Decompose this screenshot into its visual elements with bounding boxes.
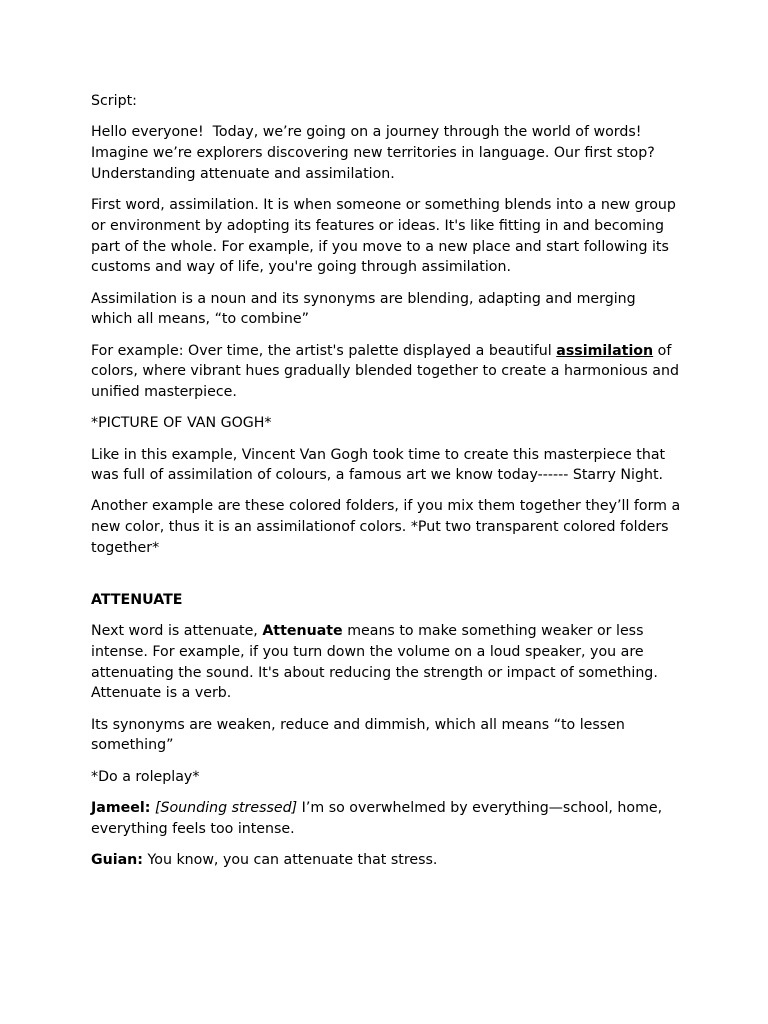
example-lead: For example: Over time, the artist's palette displayed a beautiful: [91, 342, 557, 359]
attenuate-heading: ATTENUATE: [91, 591, 183, 608]
roleplay-note: *Do a roleplay*: [91, 768, 200, 785]
attenuate-synonyms-paragraph: Its synonyms are weaken, reduce and dimmish, which all means “to lessen something”: [91, 716, 630, 754]
attenuate-lead: Next word is attenuate,: [91, 623, 263, 640]
script-label: Script:: [91, 93, 137, 109]
picture-note: *PICTURE OF VAN GOGH*: [91, 415, 272, 432]
intro-paragraph: Hello everyone! Today, we’re going on a journey through the world of words! Imagine we’re explorers discovering new territories in language. Our first stop? Understanding attenuate and assimilation.: [91, 124, 660, 182]
folders-paragraph: Another example are these colored folders, if you mix them together they’ll form a new color, thus it is an assimilationof colors. *Put two transparent colored folders together*: [91, 498, 685, 557]
assimilation-synonyms-paragraph: Assimilation is a noun and its synonyms are blending, adapting and merging which all means, “to combine”: [91, 290, 641, 328]
attenuate-rest: means to make something weaker or less intense. For example, if you turn down the volume on a loud speaker, you are attenuating the sound. It's about reducing the strength or impact of something. Attenuate is a verb.: [91, 623, 663, 702]
assimilation-definition-paragraph: First word, assimilation. It is when someone or something blends into a new group or environment by adopting its features or ideas. It's like fitting in and becoming part of the whole. For example, if you move to a new place and start following its customs and way of life, you're going through assimilation.: [91, 196, 681, 276]
attenuate-definition-paragraph: [91, 621, 681, 704]
guian-speaker: Guian:: [91, 851, 143, 868]
jameel-stage-direction: [Sounding stressed]: [154, 799, 298, 816]
jameel-dialogue: [91, 798, 681, 840]
guian-dialogue: [91, 850, 681, 871]
jameel-line: I’m so overwhelmed by everything—school, home, everything feels too intense.: [91, 799, 667, 837]
document-body: [91, 91, 685, 881]
jameel-speaker: Jameel:: [91, 799, 151, 816]
van-gogh-paragraph: Like in this example, Vincent Van Gogh took time to create this masterpiece that was full of assimilation of colours, a famous art we know today------ Starry Night.: [91, 446, 670, 484]
guian-line: You know, you can attenuate that stress.: [142, 851, 438, 868]
example-rest: of colors, where vibrant hues gradually blended together to create a harmonious and unified masterpiece.: [91, 342, 684, 401]
attenuate-keyword: Attenuate: [262, 623, 343, 640]
example-keyword: assimilation: [556, 342, 654, 359]
assimilation-example-paragraph: [91, 341, 684, 403]
